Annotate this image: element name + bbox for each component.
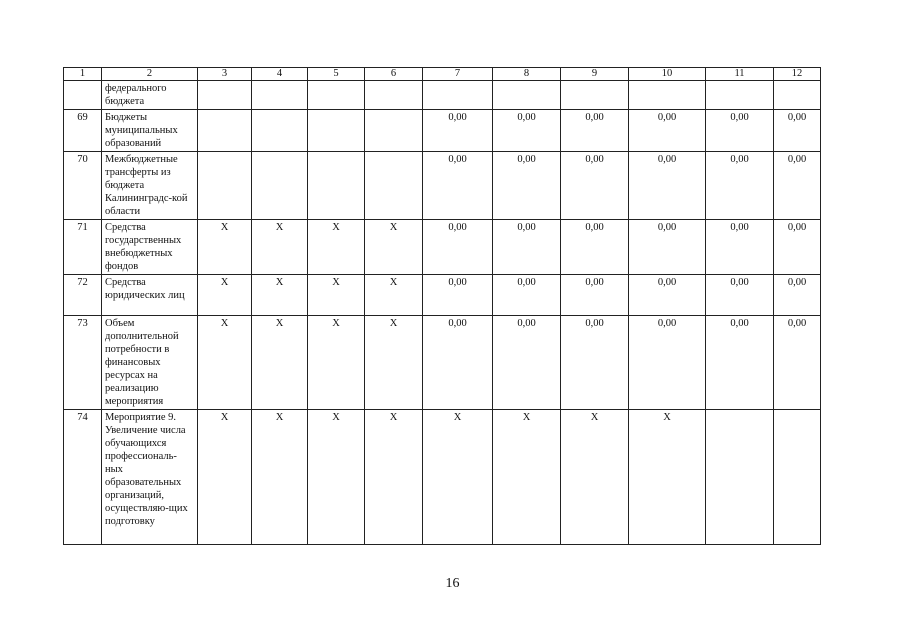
header-cell: 3: [198, 68, 252, 81]
row-name-cell: Средства государственных внебюджетных фондов: [102, 220, 198, 275]
row-name-cell: федерального бюджета: [102, 81, 198, 110]
value-cell: X: [365, 220, 423, 275]
value-cell: 0,00: [493, 220, 561, 275]
value-cell: 0,00: [706, 275, 774, 316]
value-cell: X: [365, 275, 423, 316]
header-cell: 2: [102, 68, 198, 81]
row-number-cell: 71: [64, 220, 102, 275]
value-cell: [308, 81, 365, 110]
value-cell: X: [423, 410, 493, 545]
value-cell: X: [561, 410, 629, 545]
row-name-cell: Межбюджетные трансферты из бюджета Калининградс-кой области: [102, 152, 198, 220]
value-cell: X: [308, 316, 365, 410]
row-name-cell: Бюджеты муниципальных образований: [102, 110, 198, 152]
row-number-cell: 72: [64, 275, 102, 316]
value-cell: [365, 152, 423, 220]
value-cell: 0,00: [423, 316, 493, 410]
value-cell: [493, 81, 561, 110]
value-cell: 0,00: [561, 110, 629, 152]
table-row: [64, 81, 821, 110]
page-number: 16: [445, 576, 460, 591]
table-row: [64, 316, 821, 410]
table-header-row: [64, 68, 821, 81]
value-cell: [774, 81, 821, 110]
value-cell: [198, 152, 252, 220]
value-cell: [252, 152, 308, 220]
header-cell: 7: [423, 68, 493, 81]
value-cell: 0,00: [629, 275, 706, 316]
value-cell: X: [629, 410, 706, 545]
value-cell: 0,00: [629, 316, 706, 410]
value-cell: [365, 81, 423, 110]
row-number-cell: [64, 81, 102, 110]
table-row: [64, 275, 821, 316]
value-cell: 0,00: [561, 316, 629, 410]
value-cell: X: [252, 410, 308, 545]
value-cell: 0,00: [774, 220, 821, 275]
table-body: [64, 68, 821, 545]
value-cell: 0,00: [774, 275, 821, 316]
value-cell: 0,00: [423, 152, 493, 220]
header-cell: 11: [706, 68, 774, 81]
value-cell: 0,00: [423, 275, 493, 316]
value-cell: 0,00: [774, 110, 821, 152]
value-cell: X: [308, 220, 365, 275]
value-cell: [423, 81, 493, 110]
value-cell: X: [198, 410, 252, 545]
value-cell: [629, 81, 706, 110]
value-cell: 0,00: [493, 152, 561, 220]
value-cell: 0,00: [706, 316, 774, 410]
value-cell: [308, 152, 365, 220]
value-cell: X: [308, 410, 365, 545]
value-cell: [308, 110, 365, 152]
value-cell: 0,00: [423, 220, 493, 275]
value-cell: [706, 410, 774, 545]
value-cell: 0,00: [706, 220, 774, 275]
table-row: [64, 152, 821, 220]
header-cell: 4: [252, 68, 308, 81]
value-cell: 0,00: [629, 152, 706, 220]
value-cell: X: [198, 275, 252, 316]
row-name-cell: Средства юридических лиц: [102, 275, 198, 316]
value-cell: [252, 110, 308, 152]
value-cell: 0,00: [561, 275, 629, 316]
value-cell: X: [252, 316, 308, 410]
value-cell: [774, 410, 821, 545]
value-cell: X: [365, 316, 423, 410]
table-row: [64, 110, 821, 152]
value-cell: 0,00: [706, 152, 774, 220]
row-number-cell: 74: [64, 410, 102, 545]
value-cell: 0,00: [706, 110, 774, 152]
value-cell: X: [198, 316, 252, 410]
row-name-cell: Объем дополнительной потребности в финансовых ресурсах на реализацию мероприятия: [102, 316, 198, 410]
value-cell: 0,00: [561, 220, 629, 275]
value-cell: X: [198, 220, 252, 275]
header-cell: 8: [493, 68, 561, 81]
row-name-cell: Мероприятие 9. Увеличение числа обучающихся профессиональ-ных образовательных организаций, осуществляю-щих подготовку: [102, 410, 198, 545]
row-number-cell: 73: [64, 316, 102, 410]
value-cell: [706, 81, 774, 110]
value-cell: X: [252, 220, 308, 275]
header-cell: 9: [561, 68, 629, 81]
value-cell: 0,00: [423, 110, 493, 152]
header-cell: 1: [64, 68, 102, 81]
value-cell: 0,00: [629, 110, 706, 152]
table-row: [64, 410, 821, 545]
header-cell: 6: [365, 68, 423, 81]
header-cell: 12: [774, 68, 821, 81]
header-cell: 10: [629, 68, 706, 81]
row-number-cell: 70: [64, 152, 102, 220]
value-cell: X: [252, 275, 308, 316]
value-cell: [198, 81, 252, 110]
row-number-cell: 69: [64, 110, 102, 152]
value-cell: 0,00: [493, 275, 561, 316]
value-cell: 0,00: [774, 152, 821, 220]
table-row: [64, 220, 821, 275]
header-cell: 5: [308, 68, 365, 81]
value-cell: 0,00: [774, 316, 821, 410]
value-cell: X: [365, 410, 423, 545]
value-cell: [365, 110, 423, 152]
value-cell: 0,00: [493, 316, 561, 410]
value-cell: 0,00: [561, 152, 629, 220]
value-cell: 0,00: [493, 110, 561, 152]
budget-table: [63, 67, 821, 545]
value-cell: [198, 110, 252, 152]
value-cell: X: [493, 410, 561, 545]
value-cell: [252, 81, 308, 110]
value-cell: [561, 81, 629, 110]
value-cell: X: [308, 275, 365, 316]
value-cell: 0,00: [629, 220, 706, 275]
